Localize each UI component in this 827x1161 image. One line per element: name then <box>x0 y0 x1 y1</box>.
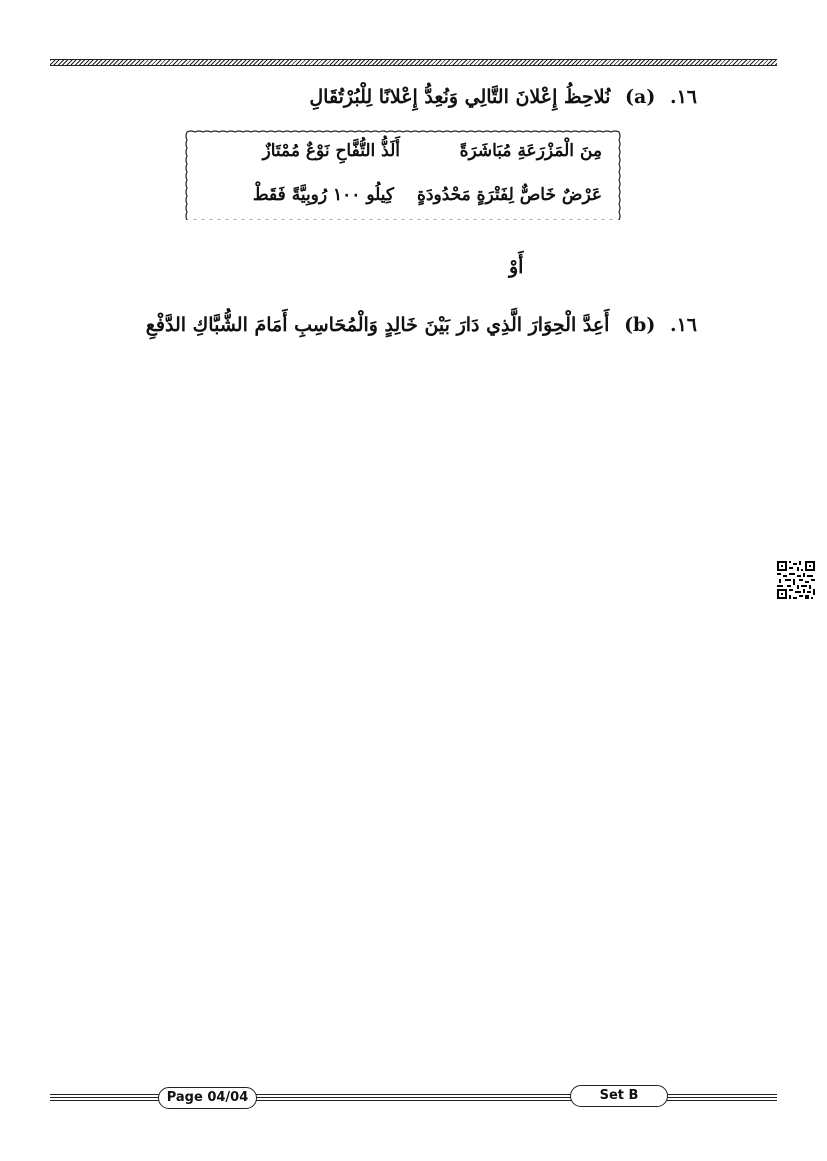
qr-code-icon <box>777 561 815 599</box>
question-part-label: (b) <box>624 314 656 336</box>
page-number-label: Page 04/04 <box>158 1087 257 1109</box>
advertisement-box <box>184 129 622 220</box>
question-number: ١٦. <box>669 86 697 108</box>
set-label: Set B <box>570 1085 668 1107</box>
ad-text-price: كِيلُو ١٠٠ رُوبِيَّةً فَقَطْ <box>252 185 394 205</box>
ad-text-apples: أَلَذُّ التُّفَّاحِ نَوْعٌ مُمْتَازٌ <box>262 141 400 161</box>
question-part-label: (a) <box>625 86 656 108</box>
question-text: نُلاحِظُ إِعْلانَ التَّالِي وَنُعِدُّ إِعْلانًا لِلْبُرْتُقَالِ <box>309 86 611 108</box>
or-separator: أَوْ <box>509 256 524 278</box>
question-number: ١٦. <box>669 314 697 336</box>
top-decorative-rule <box>50 59 777 66</box>
ad-text-offer: عَرْضٌ خَاصٌّ لِفَتْرَةٍ مَحْدُودَةٍ <box>417 185 602 205</box>
page-footer <box>50 1085 777 1115</box>
question-16a <box>309 86 697 108</box>
ad-text-farm: مِنَ الْمَزْرَعَةِ مُبَاشَرَةً <box>459 141 602 161</box>
question-16b <box>146 314 697 336</box>
question-text: أَعِدَّ الْحِوَارَ الَّذِي دَارَ بَيْنَ خَالِدٍ وَالْمُحَاسِبِ أَمَامَ الشُّبَّاكِ الدَّفْعِ <box>145 314 610 336</box>
